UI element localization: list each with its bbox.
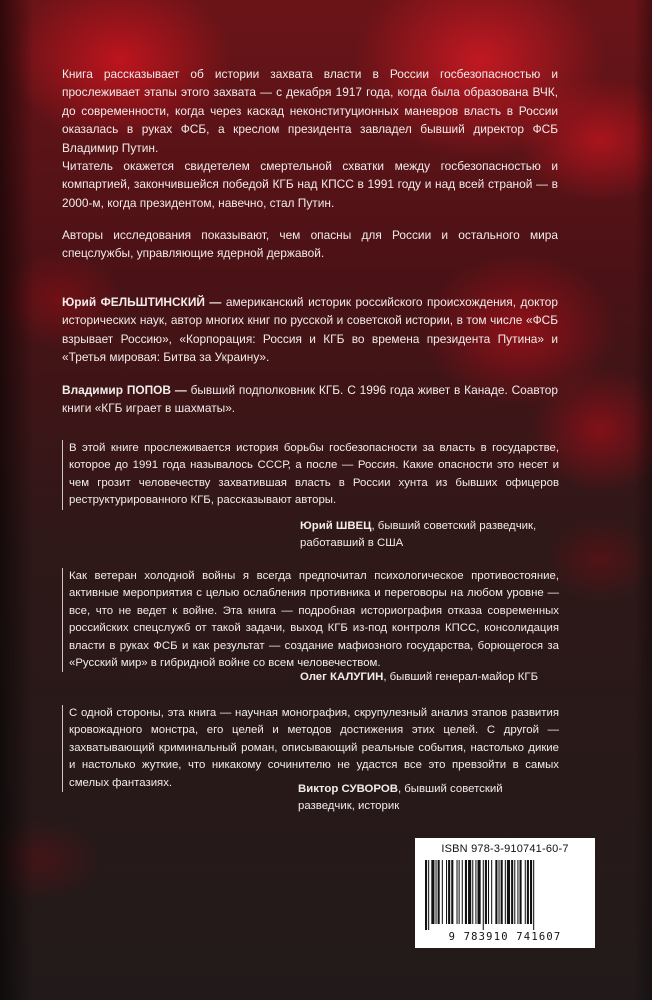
barcode-bar <box>462 860 463 924</box>
quote-text: Как ветеран холодной войны я всегда предпочитал психологическое противостояние, активные мероприятия с целью ослабления противника и переговоры на любом уровне — все, что не ведет к войне. Эта книга — подробная историография отказа современных российских спецслужб от такой задачи, выход КГБ из-под контроля КПСС, консолидация власти в руках ФСБ и как результат — создание мафиозного государства, борющегося за «Русский мир» в гибридной войне со всем человечеством. <box>69 570 559 670</box>
annotation-paragraph-1: Книга рассказывает об истории захвата власти в России госбезопасностью и прослеживает этапы этого захвата — с декабря 1917 года, когда была образована ВЧК, до современности, когда через каскад неконституционных маневров власть в России оказалась в руках ФСБ, а креслом президента завладел бывший директор ФСБ Владимир Путин. <box>62 67 558 155</box>
barcode-bar <box>468 860 471 924</box>
barcode-bar <box>478 860 481 924</box>
barcode-bar <box>485 860 487 924</box>
barcode-digits: 9 783910 741607 <box>448 931 562 943</box>
barcode-bar <box>457 860 458 924</box>
barcode-bar <box>451 860 453 924</box>
barcode-bar <box>499 860 500 924</box>
barcode-bar <box>475 860 476 924</box>
quote-author-name: Олег КАЛУГИН <box>300 671 384 683</box>
isbn-label: ISBN 978-3-910741-60-7 <box>441 843 569 855</box>
barcode-bar <box>525 860 526 924</box>
quote-attribution-shvets <box>300 518 540 553</box>
barcode-bar <box>442 860 443 924</box>
barcode-bar <box>530 860 532 924</box>
isbn-barcode <box>415 838 595 948</box>
barcode-bar <box>527 860 529 924</box>
author-bio-text: американский историк российского происхождения, доктор исторических наук, автор многих книг по русской и советской истории, в том числе «ФСБ взрывает Россию», «Корпорация: Россия и КГБ во времена президента Путина» и «Третья мировая: Битва за Украину». <box>62 295 558 365</box>
barcode-bar <box>459 860 460 924</box>
barcode-bar <box>438 860 440 924</box>
barcode-bar <box>483 860 484 930</box>
quote-author-name: Юрий ШВЕЦ <box>300 520 372 532</box>
author-bio-felshtinsky <box>62 293 558 367</box>
author-name: Юрий ФЕЛЬШТИНСКИЙ — <box>62 295 222 309</box>
quote-author-desc: , бывший советский разведчик, работавший в США <box>300 520 537 550</box>
author-bio-text: бывший подполковник КГБ. С 1996 года живет в Канаде. Соавтор книги «КГБ играет в шахматы». <box>62 383 558 416</box>
quote-text: С одной стороны, эта книга — научная монография, скрупулезный анализ этапов развития кровожадного монстра, его целей и методов достижения этих целей. С другой — захватывающий криминальный роман, описывающий реальные события, настолько дикие и настолько жуткие, что никакому сочинителю не удастся все это превзойти в самых смелых фантазиях. <box>69 707 559 789</box>
barcode-bar <box>533 860 534 930</box>
barcode-bar <box>491 860 492 924</box>
quote-author-name: Виктор СУВОРОВ <box>298 783 398 795</box>
quote-attribution-suvorov <box>298 781 538 816</box>
barcode-bar <box>507 860 510 924</box>
barcode-bar <box>517 860 518 924</box>
barcode-bar <box>436 860 437 924</box>
barcode-bar <box>511 860 513 924</box>
author-bio-popov <box>62 381 558 418</box>
barcode-bar <box>495 860 497 924</box>
annotation-paragraph-3: Авторы исследования показывают, чем опасны для России и остального мира спецслужбы, управляющие ядерной державой. <box>62 228 558 261</box>
review-quote-suvorov <box>62 705 559 792</box>
barcode-bar <box>425 860 427 930</box>
barcode-bar <box>505 860 506 924</box>
quote-attribution-kalugin <box>300 669 560 686</box>
barcode-bar <box>446 860 447 924</box>
review-quote-kalugin <box>62 568 559 672</box>
author-name: Владимир ПОПОВ — <box>62 383 187 397</box>
barcode-bar <box>431 860 434 924</box>
barcode-bars-icon <box>421 860 589 930</box>
barcode-bar <box>488 860 489 924</box>
barcode-bar <box>501 860 503 924</box>
barcode-bar <box>520 860 522 924</box>
quote-author-desc: , бывший генерал-майор КГБ <box>383 671 539 683</box>
quote-text: В этой книге прослеживается история борьбы госбезопасности за власть в государстве, которое до 1991 года называлось СССР, а после — Россия. Какие опасности это несет и чем грозит человечеству захватившая власть в России хунта из бывших офицеров реструктурированного КГБ, рассказывают авторы. <box>69 442 559 507</box>
quote-author-desc: , бывший советский разведчик, историк <box>298 783 503 813</box>
barcode-bar <box>428 860 429 930</box>
barcode-bar <box>514 860 515 924</box>
annotation-paragraph-2: Читатель окажется свидетелем смертельной схватки между госбезопасностью и компартией, закончившейся победой КГБ над КПСС в 1991 году и над всей страной — в 2000-м, когда президентом, навечно, стал Путин. <box>62 159 558 210</box>
barcode-bar <box>472 860 473 924</box>
review-quote-shvets <box>62 440 559 510</box>
barcode-bar <box>465 860 467 924</box>
barcode-bar <box>448 860 450 924</box>
